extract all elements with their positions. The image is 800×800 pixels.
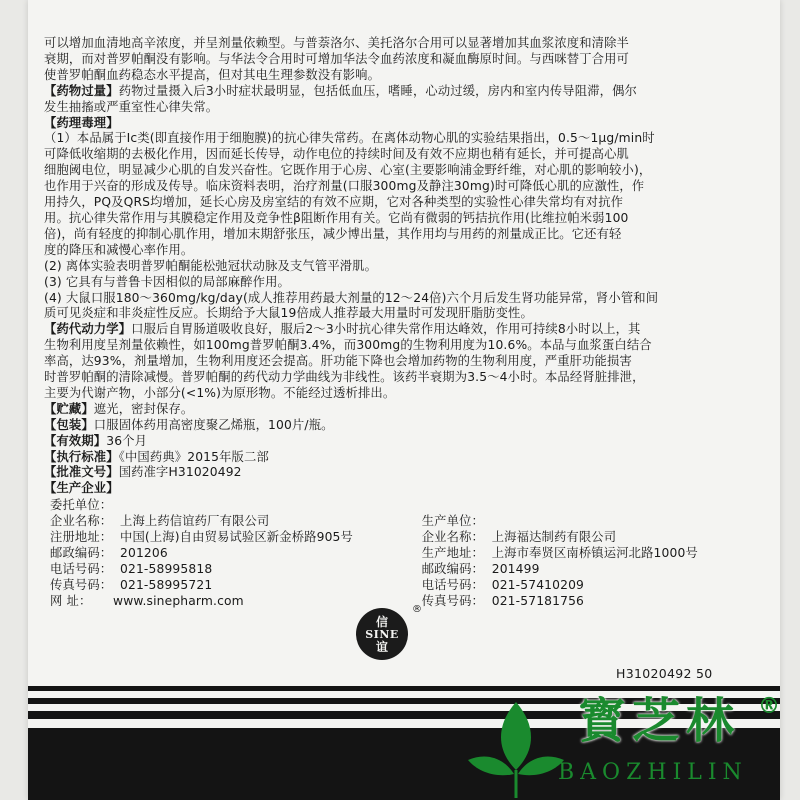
brand-english-name: BAOZHILIN: [558, 760, 748, 785]
field-value: 201499: [491, 562, 540, 576]
field-value: 上海市奉贤区南桥镇运河北路1000号: [491, 546, 698, 561]
client-tel-row: [50, 562, 422, 578]
storage-value: 遮光，密封保存。: [93, 401, 194, 416]
producer-name-row: [422, 530, 734, 546]
text-line: 用。抗心律失常作用与其膜稳定作用及竞争性β阻断作用有关。它尚有微弱的钙拮抗作用(比维拉帕米弱100: [44, 210, 629, 225]
client-zip-row: [50, 546, 422, 562]
sine-logo: [356, 608, 408, 660]
text-line: 发生抽搐或严重室性心律失常。: [44, 99, 219, 114]
client-info: [44, 498, 422, 609]
field-value: 中国(上海)自由贸易试验区新金桥路905号: [120, 530, 353, 545]
logo-text: SINE: [365, 627, 399, 641]
logo-char-bottom: 谊: [375, 639, 388, 654]
text-line: 衰期，而对普罗帕酮没有影响。与华法令合用时可增加华法令血药浓度和凝血酶原时间。与西咪替丁合用可: [44, 51, 630, 66]
client-title: 委托单位：: [50, 498, 113, 513]
text-line: 口服后自胃肠道吸收良好，服后2～3小时抗心律失常作用达峰效，作用可持续8小时以上，其: [131, 322, 641, 337]
field-value: 021-58995818: [120, 561, 213, 576]
registered-mark: ®: [412, 604, 422, 615]
storage-section: [44, 402, 734, 418]
field-label: 生产地址：: [421, 546, 484, 561]
field-label: 注册地址：: [50, 530, 113, 545]
standard-value: 《中国药典》2015年版二部: [118, 449, 269, 464]
client-web-row: [50, 594, 422, 610]
producer-zip-row: [422, 562, 734, 578]
section-heading: 【药理毒理】: [44, 115, 119, 130]
website-value: www.sinepharm.com: [113, 593, 244, 608]
text-line: 细胞阈电位，明显减少心肌的自发兴奋性。它既作用于心房、心室(主要影响浦金野纤维，对心肌的影响较小)，: [44, 163, 652, 178]
field-label: 邮政编码：: [421, 562, 484, 576]
client-address-row: [50, 530, 422, 546]
text-line: (2) 离体实验表明普罗帕酮能松弛冠状动脉及支气管平滑肌。: [44, 258, 378, 273]
text-line: 也作用于兴奋的形成及传导。临床资料表明，治疗剂量(口服300mg及静注30mg)时可降低心肌的应激性，作: [44, 179, 645, 194]
field-label: 邮政编码：: [50, 546, 113, 560]
client-fax-row: [50, 578, 422, 594]
field-label: 企业名称：: [421, 530, 484, 545]
field-label: 传真号码：: [421, 593, 484, 608]
producer-tel-row: [422, 578, 734, 594]
text-line: (3) 它具有与普鲁卡因相似的局部麻醉作用。: [44, 274, 290, 289]
text-line: 可以增加血清地高辛浓度，并呈剂量依赖型。与普萘洛尔、美托洛尔合用可以显著增加其血浆浓度和清除半: [44, 36, 630, 50]
package-value: 口服固体药用高密度聚乙烯瓶，100片/瓶。: [93, 417, 334, 432]
producer-address-row: [422, 546, 734, 562]
text-line: 用持久，PQ及QRS均增加，延长心房及房室结的有效不应期，它对各种类型的实验性心律失常均有对抗作: [44, 195, 624, 210]
field-value: 上海福达制药有限公司: [491, 530, 617, 545]
text-line: 时普罗帕酮的清除减慢。普罗帕酮的药代动力学曲线为非线性。该药半衰期为3.5～4小时。本品经肾脏排泄，: [44, 370, 645, 385]
product-code: H31020492 50: [616, 666, 713, 681]
text-line: 质可见炎症和非炎症性反应。长期给予大鼠19倍成人推荐最大用量时可发现肝脂肪变性。: [44, 306, 533, 321]
pk-section: [44, 322, 734, 338]
section-heading: 【药物过量】: [44, 83, 119, 98]
text-line: 生物利用度呈剂量依赖性，如100mg普罗帕酮3.4%，而300mg的生物利用度为10.6%。本品与血浆蛋白结合: [44, 338, 652, 353]
field-value: 021-58995721: [120, 577, 213, 592]
text-line: 使普罗帕酮血药稳态水平提高，但对其电生理参数没有影响。: [44, 67, 381, 82]
section-heading: 【执行标准】: [44, 449, 119, 464]
brand-chinese-name: 寳芝林: [578, 693, 741, 749]
overdose-section: [44, 84, 734, 100]
validity-value: 36个月: [106, 433, 148, 448]
field-value: 上海上药信谊药厂有限公司: [120, 514, 270, 529]
field-label: 电话号码：: [50, 561, 113, 576]
leaf-icon: [466, 690, 566, 800]
approval-section: [44, 465, 734, 481]
text-line: 倍)，尚有轻度的抑制心肌作用，增加末期舒张压，减少博出量，其作用均与用药的剂量成正比。它还有轻: [44, 226, 622, 241]
standard-section: [44, 450, 734, 466]
field-value: 021-57410209: [491, 577, 585, 592]
section-heading: 【生产企业】: [44, 481, 119, 496]
text-line: 主要为代谢产物，小部分(<1%)为原形物。不能经过透析排出。: [44, 385, 396, 400]
text-line: 可降低收缩期的去极化作用，因而延长传导，动作电位的持续时间及有效不应期也稍有延长，并可提高心肌: [44, 147, 630, 162]
producer-fax-row: [422, 594, 734, 610]
section-heading: 【批准文号】: [44, 465, 119, 480]
producer-info: [422, 498, 734, 609]
field-value: 021-57181756: [491, 593, 585, 608]
text-line: （1）本品属于Ic类(即直接作用于细胞膜)的抗心律失常药。在离体动物心肌的实验结果指出，0.5～1μg/min时: [44, 131, 655, 146]
text-line: 药物过量摄入后3小时症状最明显，包括低血压，嗜睡，心动过缓，房内和室内传导阻滞，偶尔: [118, 83, 637, 98]
logo-char-top: 信: [375, 614, 388, 629]
producer-title: 生产单位：: [421, 514, 484, 529]
package-section: [44, 418, 734, 434]
approval-value: 国药准字H31020492: [118, 465, 242, 480]
manufacturer-columns: [44, 498, 734, 609]
validity-section: [44, 434, 734, 450]
field-label: 电话号码：: [421, 577, 484, 592]
text-line: (4) 大鼠口服180～360mg/kg/day(成人推荐用药最大剂量的12～24倍)六个月后发生肾功能异常，肾小管和间: [44, 290, 659, 305]
section-heading: 【贮藏】: [44, 401, 94, 416]
brand-registered-mark: ®: [758, 694, 780, 719]
brand-watermark: [466, 690, 786, 800]
field-value: 201206: [120, 546, 168, 560]
field-label: 网 址：: [50, 593, 92, 608]
section-heading: 【药代动力学】: [44, 322, 132, 337]
text-line: 度的降压和减慢心率作用。: [44, 242, 194, 257]
text-line: 率高，达93%，剂量增加，生物利用度还会提高。肝功能下降也会增加药物的生物利用度，严重肝功能损害: [44, 354, 632, 369]
leaflet-text: [44, 36, 734, 610]
field-label: 传真号码：: [50, 577, 113, 592]
section-heading: 【有效期】: [44, 433, 107, 448]
section-heading: 【包装】: [44, 417, 94, 432]
field-label: 企业名称：: [50, 514, 113, 529]
client-name-row: [50, 514, 422, 530]
